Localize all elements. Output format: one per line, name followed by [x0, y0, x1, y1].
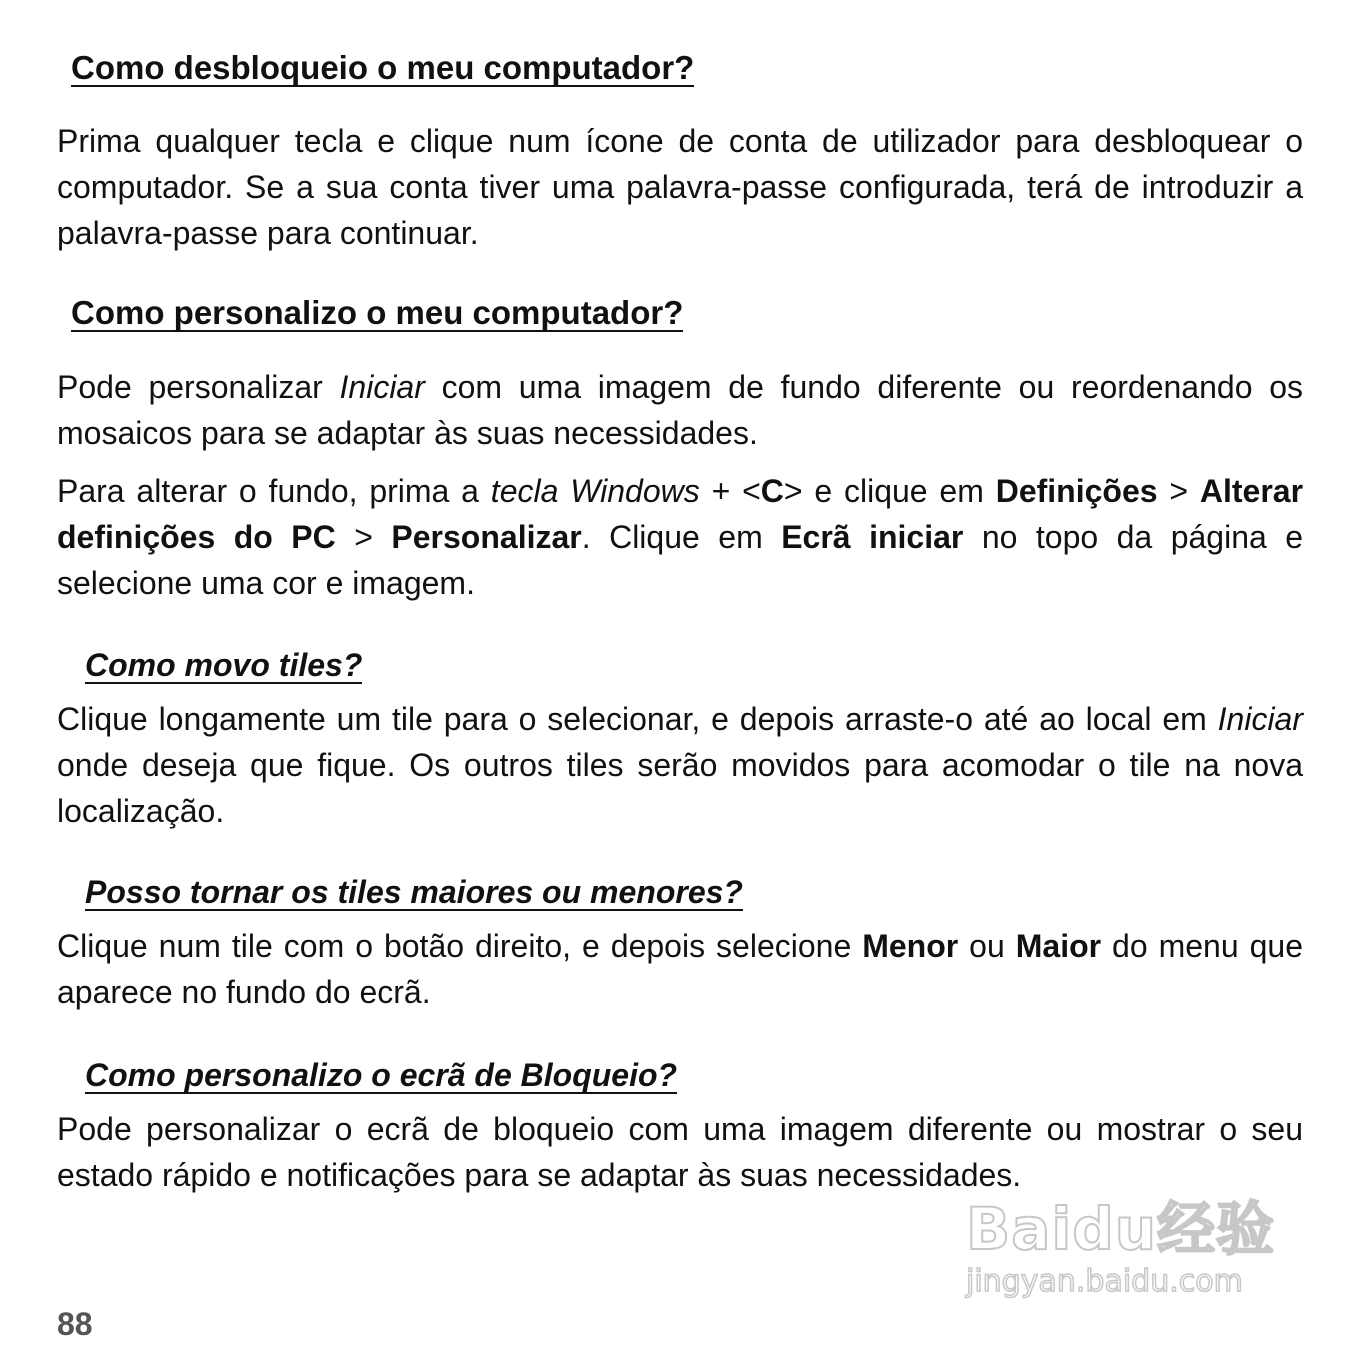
section-heading-personalize — [57, 293, 1303, 333]
subheading-text: Como movo tiles? — [85, 647, 363, 683]
paragraph-lock-screen: Pode personalizar o ecrã de bloqueio com uma imagem diferente ou mostrar o seu estado rápido e notificações para se adaptar às suas necessidades. — [57, 1111, 1303, 1193]
paragraph-move-tiles: Clique longamente um tile para o selecionar, e depois arraste-o até ao local em Iniciar onde deseja que fique. Os outros tiles serão movidos para acomodar o tile na nova localização. — [57, 701, 1303, 829]
subheading-resize-tiles — [57, 872, 1303, 912]
change-pc-settings-term: Alterar definições do PC — [57, 473, 1304, 555]
subheading-text: Posso tornar os tiles maiores ou menores? — [85, 874, 743, 910]
heading-text: Como desbloqueio o meu computador? — [71, 49, 695, 86]
watermark-logo: Baidu经验 — [966, 1195, 1276, 1263]
settings-term: Definições — [995, 473, 1158, 509]
baidu-watermark — [966, 1196, 1286, 1308]
iniciar-term: Iniciar — [1217, 701, 1303, 737]
page-number: 88 — [57, 1306, 93, 1342]
subheading-move-tiles — [57, 645, 1303, 685]
paragraph-change-background: Para alterar o fundo, prima a tecla Windows + <C> e clique em Definições > Alterar definições do PC > Personalizar. Clique em Ecrã iniciar no topo da página e selecione uma cor e imagem. — [57, 473, 1304, 601]
heading-text: Como personalizo o meu computador? — [71, 294, 684, 331]
smaller-term: Menor — [862, 928, 959, 964]
section-heading-unlock — [57, 48, 1303, 88]
iniciar-term: Iniciar — [339, 369, 425, 405]
larger-term: Maior — [1015, 928, 1102, 964]
windows-key-term: tecla Windows — [490, 473, 700, 509]
subheading-text: Como personalizo o ecrã de Bloqueio? — [85, 1057, 678, 1093]
c-key: C — [760, 473, 784, 509]
paragraph-personalize-start: Pode personalizar Iniciar com uma imagem de fundo diferente ou reordenando os mosaicos para se adaptar às suas necessidades. — [57, 369, 1304, 451]
watermark-url: jingyan.baidu.com — [966, 1264, 1243, 1299]
subheading-lock-screen — [57, 1055, 1303, 1095]
paragraph-resize-tiles: Clique num tile com o botão direito, e depois selecione Menor ou Maior do menu que aparece no fundo do ecrã. — [57, 928, 1304, 1010]
paragraph-unlock: Prima qualquer tecla e clique num ícone de conta de utilizador para desbloquear o computador. Se a sua conta tiver uma palavra-passe configurada, terá de introduzir a palavra-passe para continuar. — [57, 123, 1303, 251]
personalize-term: Personalizar — [391, 519, 582, 555]
start-screen-term: Ecrã iniciar — [781, 519, 964, 555]
